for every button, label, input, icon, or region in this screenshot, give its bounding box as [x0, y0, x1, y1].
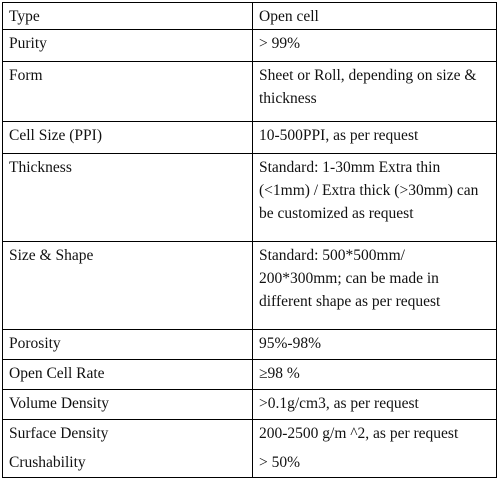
- table-row: [3, 390, 497, 420]
- table-row: [3, 330, 497, 360]
- row-value: 95%-98%: [253, 330, 497, 360]
- table-row: [3, 30, 497, 62]
- spec-table-container: [2, 2, 496, 478]
- row-value: Open cell: [253, 3, 497, 30]
- table-row: [3, 242, 497, 330]
- row-value: >0.1g/cm3, as per request: [253, 390, 497, 420]
- row-label: Type: [3, 3, 253, 30]
- row-value: ≥98 %: [253, 360, 497, 390]
- row-value: > 99%: [253, 30, 497, 62]
- row-label: Purity: [3, 30, 253, 62]
- row-value: > 50%: [259, 454, 301, 471]
- row-label: Volume Density: [3, 390, 253, 420]
- row-label: Form: [3, 62, 253, 122]
- row-value: 200-2500 g/m ^2, as per request: [259, 425, 459, 442]
- table-row: [3, 122, 497, 154]
- row-label: Thickness: [3, 154, 253, 242]
- row-label: Crushability: [9, 454, 86, 471]
- row-label: Surface Density: [9, 425, 109, 442]
- row-value-multi: [253, 420, 497, 478]
- row-label-multi: [3, 420, 253, 478]
- table-row: [3, 3, 497, 30]
- table-row: [3, 420, 497, 478]
- row-label: Cell Size (PPI): [3, 122, 253, 154]
- row-value: Sheet or Roll, depending on size & thickness: [253, 62, 497, 122]
- row-value: 10-500PPI, as per request: [253, 122, 497, 154]
- row-value: Standard: 500*500mm/ 200*300mm; can be made in different shape as per request: [253, 242, 497, 330]
- row-label: Porosity: [3, 330, 253, 360]
- row-value: Standard: 1-30mm Extra thin (<1mm) / Extra thick (>30mm) can be customized as request: [253, 154, 497, 242]
- table-row: [3, 62, 497, 122]
- table-row: [3, 360, 497, 390]
- spec-table: [2, 2, 497, 478]
- row-label: Open Cell Rate: [3, 360, 253, 390]
- table-row: [3, 154, 497, 242]
- row-label: Size & Shape: [3, 242, 253, 330]
